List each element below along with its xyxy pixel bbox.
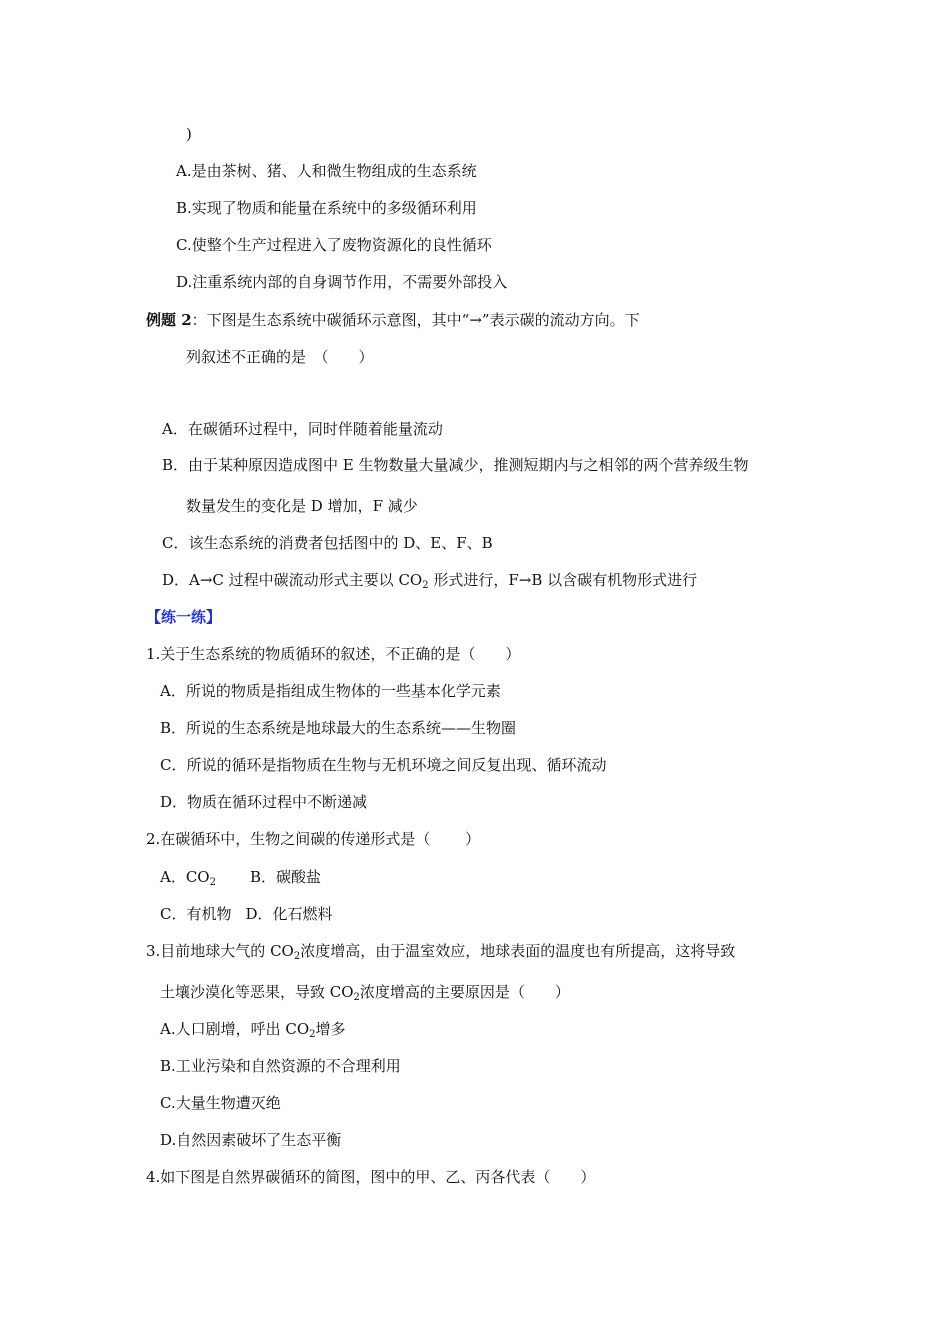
option-c: C.使整个生产过程进入了废物资源化的良性循环 <box>176 236 492 254</box>
example-2-text: ：下图是生态系统中碳循环示意图，其中“→”表示碳的流动方向。下 <box>191 311 640 329</box>
q3-stem-cont: 土壤沙漠化等恶果，导致 $CO_2$浓度增高的主要原因是（ ） <box>160 983 570 1003</box>
practice-heading: 【练一练】 <box>146 608 222 626</box>
option-d-text-a: D．A→C 过程中碳流动形式主要以 CO <box>162 571 423 589</box>
q3-stem: 3.目前地球大气的 $CO_2$浓度增高，由于温室效应，地球表面的温度也有所提高，这将导致 <box>146 942 736 962</box>
q3-option-a: A.人口剧增，呼出 $CO_2$增多 <box>160 1020 346 1040</box>
option-a: A.是由茶树、猪、人和微生物组成的生态系统 <box>176 162 477 180</box>
subscript-2: 2 <box>422 580 429 591</box>
q3-option-c: C.大量生物遭灭绝 <box>160 1094 281 1112</box>
option-d-text-b: 形式进行，F→B 以含碳有机物形式进行 <box>428 571 698 589</box>
example-2-stem-cont: 列叙述不正确的是 （ ） <box>186 348 374 366</box>
example-2-option-c: C．该生态系统的消费者包括图中的 D、E、F、B <box>162 534 493 552</box>
example-2-option-b-cont: 数量发生的变化是 D 增加，F 减少 <box>186 497 418 515</box>
example-2-option-a: A．在碳循环过程中，同时伴随着能量流动 <box>162 420 443 438</box>
example-2-option-b: B．由于某种原因造成图中 E 生物数量大量减少，推测短期内与之相邻的两个营养级生物 <box>162 456 749 474</box>
q1-option-b: B．所说的生态系统是地球最大的生态系统——生物圈 <box>160 719 517 737</box>
q1-option-a: A．所说的物质是指组成生物体的一些基本化学元素 <box>160 682 501 700</box>
q3-option-d: D.自然因素破坏了生态平衡 <box>160 1131 342 1149</box>
example-2-label: 例题 2 <box>146 311 192 329</box>
q1-option-c: C．所说的循环是指物质在生物与无机环境之间反复出现、循环流动 <box>160 756 607 774</box>
q2-options-row-1 <box>160 867 321 887</box>
q2-option-a: A．$CO_2$ <box>160 868 216 888</box>
example-2-option-d <box>162 570 697 590</box>
question-paren: ) <box>186 125 192 143</box>
q1-stem: 1.关于生态系统的物质循环的叙述，不正确的是（ ） <box>146 645 521 663</box>
q1-option-d: D．物质在循环过程中不断递减 <box>160 793 368 811</box>
option-b: B.实现了物质和能量在系统中的多级循环利用 <box>176 199 477 217</box>
example-2-stem <box>146 310 640 330</box>
q2-option-b: B．碳酸盐 <box>249 868 322 886</box>
q2-option-d: D．化石燃料 <box>245 905 333 923</box>
q4-stem: 4.如下图是自然界碳循环的简图，图中的甲、乙、丙各代表（ ） <box>146 1168 596 1186</box>
q3-option-b: B.工业污染和自然资源的不合理利用 <box>160 1057 401 1075</box>
q2-option-c: C．有机物 <box>160 905 232 923</box>
q2-options-row-2 <box>160 904 333 924</box>
option-d: D.注重系统内部的自身调节作用，不需要外部投入 <box>176 273 508 291</box>
q2-stem: 2.在碳循环中，生物之间碳的传递形式是（ ） <box>146 830 481 848</box>
